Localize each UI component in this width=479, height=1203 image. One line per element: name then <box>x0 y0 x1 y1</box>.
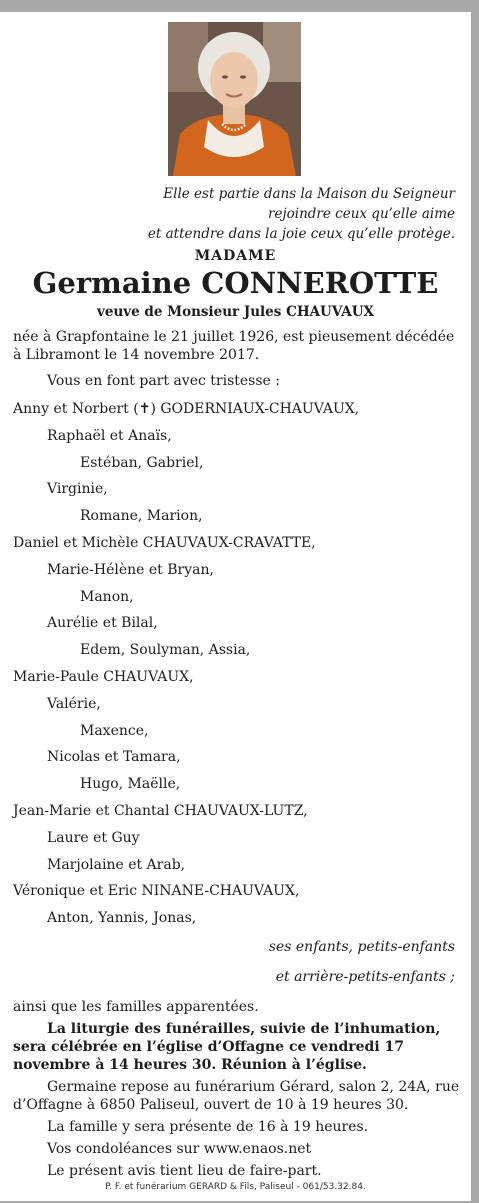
family-member: Jean-Marie et Chantal CHAUVAUX-LUTZ, <box>13 802 308 819</box>
family-member: Raphaël et Anaïs, <box>47 427 172 444</box>
family-member: Marie-Paule CHAUVAUX, <box>13 668 194 685</box>
presence-text: La famille y sera présente de 16 à 19 heures. <box>47 1118 369 1135</box>
deceased-name: Germaine CONNEROTTE <box>32 266 439 300</box>
epitaph-poem <box>95 184 455 244</box>
family-member: Hugo, Maëlle, <box>80 776 181 793</box>
poem-line: Elle est partie dans la Maison du Seigneur <box>163 186 455 202</box>
notice-text: Le présent avis tient lieu de faire-part. <box>47 1162 322 1179</box>
family-member: Anton, Yannis, Jonas, <box>47 910 197 927</box>
intro-text: Vous en font part avec tristesse : <box>47 373 280 389</box>
poem-line: rejoindre ceux qu’elle aime <box>268 206 455 222</box>
family-member: Edem, Soulyman, Assia, <box>80 642 251 659</box>
honorific: MADAME <box>194 248 277 264</box>
family-member: Laure et Guy <box>47 829 140 846</box>
family-member: Valérie, <box>47 695 101 712</box>
family-member: Maxence, <box>80 722 149 739</box>
family-member: Marjolaine et Arab, <box>47 856 186 873</box>
family-member: Véronique et Eric NINANE-CHAUVAUX, <box>13 883 300 900</box>
family-member: Anny et Norbert (✝) GODERNIAUX-CHAUVAUX, <box>13 401 360 417</box>
family-member: Estéban, Gabriel, <box>80 454 204 471</box>
birth-death-text: née à Grapfontaine le 21 juillet 1926, est pieusement décédée à Libramont le 14 novembre 2017. <box>13 329 455 363</box>
family-member: Manon, <box>80 588 134 605</box>
relatives-text: ainsi que les familles apparentées. <box>13 998 259 1015</box>
family-member: Romane, Marion, <box>80 508 203 525</box>
rest-text: Germaine repose au funérarium Gérard, salon 2, 24A, rue d’Offagne à 6850 Paliseul, ouvert de 10 à 19 heures 30. <box>13 1078 460 1113</box>
family-member: Marie-Hélène et Bryan, <box>47 561 214 578</box>
family-member: Virginie, <box>47 481 108 498</box>
signature-line: et arrière-petits-enfants ; <box>275 968 455 985</box>
obituary-card <box>0 12 471 1201</box>
funeral-home-footer: P. F. et funérarium GERARD & Fils, Paliseul - 061/53.32.84. <box>105 1182 366 1192</box>
family-member: Aurélie et Bilal, <box>47 615 158 632</box>
funeral-text: La liturgie des funérailles, suivie de l’inhumation, sera célébrée en l’église d’Offagne ce vendredi 17 novembre à 14 heures 30. Réunion à l’église. <box>13 1020 441 1073</box>
widow-of: veuve de Monsieur Jules CHAUVAUX <box>97 304 374 320</box>
condolences-text: Vos condoléances sur www.enaos.net <box>47 1140 312 1157</box>
family-list <box>13 396 461 932</box>
notice-body <box>13 328 461 1180</box>
poem-line: et attendre dans la joie ceux qu’elle protège. <box>147 226 455 242</box>
signature-line: ses enfants, petits-enfants <box>268 938 455 955</box>
family-member: Daniel et Michèle CHAUVAUX-CRAVATTE, <box>13 534 316 551</box>
family-member: Nicolas et Tamara, <box>47 749 181 766</box>
portrait-photo <box>168 22 301 176</box>
